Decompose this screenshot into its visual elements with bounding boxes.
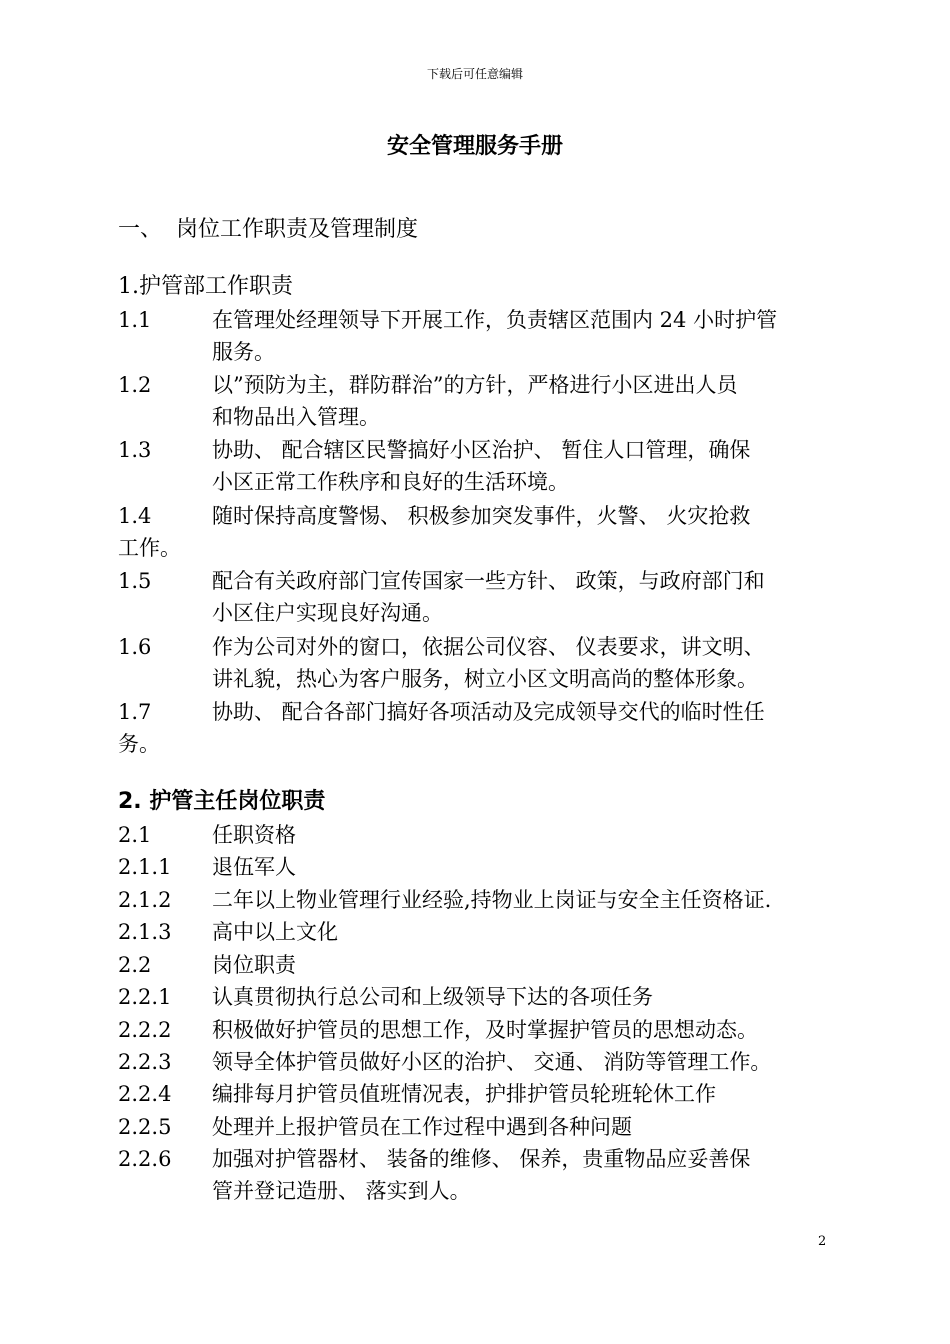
item-text: 在管理处经理领导下开展工作，负责辖区范围内 24 小时护管 [212, 308, 778, 332]
item-number: 2.1.2 [118, 888, 172, 912]
list-item [118, 819, 838, 851]
list-item [118, 565, 838, 629]
section-heading [118, 214, 418, 246]
item-text-continued: 和物品出入管理。 [212, 405, 380, 429]
item-number: 1.2 [118, 373, 152, 397]
item-text: 二年以上物业管理行业经验,持物业上岗证与安全主任资格证. [212, 888, 772, 912]
item-number: 2.1 [118, 823, 152, 847]
part2-heading: 2. 护管主任岗位职责 [118, 789, 326, 814]
item-text: 加强对护管器材、 装备的维修、 保养，贵重物品应妥善保 [212, 1147, 751, 1171]
page-number: 2 [818, 1234, 827, 1249]
list-item [118, 981, 838, 1013]
item-number: 1.1 [118, 308, 152, 332]
item-number: 2.2.1 [118, 985, 172, 1009]
page-header: 下载后可任意编辑 [426, 67, 523, 81]
item-number: 2.2.2 [118, 1018, 172, 1042]
item-number: 1.7 [118, 700, 152, 724]
item-text-continued: 服务。 [212, 340, 275, 364]
item-text-continued: 管并登记造册、 落实到人。 [212, 1179, 471, 1203]
section-title: 岗位工作职责及管理制度 [176, 217, 419, 242]
list-item [118, 1143, 838, 1207]
list-item [118, 851, 838, 883]
item-text: 领导全体护管员做好小区的治护、 交通、 消防等管理工作。 [212, 1050, 772, 1074]
item-text: 高中以上文化 [212, 920, 338, 944]
item-number: 1.5 [118, 569, 152, 593]
item-number: 2.2.4 [118, 1082, 172, 1106]
list-item [118, 1046, 838, 1078]
item-text-continued: 务。 [118, 732, 160, 756]
item-number: 2.2.3 [118, 1050, 172, 1074]
document-title: 安全管理服务手册 [386, 134, 563, 159]
item-number: 2.2.5 [118, 1115, 172, 1139]
item-text: 配合有关政府部门宣传国家一些方针、 政策，与政府部门和 [212, 569, 765, 593]
item-number: 2.1.1 [118, 855, 172, 879]
item-text: 岗位职责 [212, 953, 296, 977]
list-item [118, 916, 838, 948]
item-text: 认真贯彻执行总公司和上级领导下达的各项任务 [212, 985, 653, 1009]
item-text: 以”预防为主，群防群治”的方针，严格进行小区进出人员 [212, 373, 738, 397]
list-item [118, 631, 838, 695]
item-text: 随时保持高度警惕、 积极参加突发事件，火警、 火灾抢救 [212, 504, 751, 528]
item-number: 1.6 [118, 635, 152, 659]
item-text-continued: 小区正常工作秩序和良好的生活环境。 [212, 470, 569, 494]
item-number: 2.2.6 [118, 1147, 172, 1171]
item-number: 2.1.3 [118, 920, 172, 944]
list-item [118, 1078, 838, 1110]
item-text: 任职资格 [212, 823, 296, 847]
list-item [118, 1111, 838, 1143]
section-number: 一、 [118, 217, 163, 242]
list-item [118, 500, 838, 564]
item-text: 作为公司对外的窗口，依据公司仪容、 仪表要求，讲文明、 [212, 635, 765, 659]
list-item [118, 1014, 838, 1046]
item-text: 编排每月护管员值班情况表，护排护管员轮班轮休工作 [212, 1082, 716, 1106]
item-text-continued: 工作。 [118, 536, 181, 560]
item-text: 处理并上报护管员在工作过程中遇到各种问题 [212, 1115, 632, 1139]
item-text: 退伍军人 [212, 855, 296, 879]
list-item [118, 369, 838, 433]
list-item [118, 884, 838, 916]
item-text: 协助、 配合各部门搞好各项活动及完成领导交代的临时性任 [212, 700, 765, 724]
item-number: 1.3 [118, 438, 152, 462]
list-item [118, 949, 838, 981]
item-text-continued: 讲礼貌，热心为客户服务，树立小区文明高尚的整体形象。 [212, 667, 758, 691]
item-text-continued: 小区住户实现良好沟通。 [212, 601, 443, 625]
list-item [118, 304, 838, 368]
item-text: 协助、 配合辖区民警搞好小区治护、 暂住人口管理，确保 [212, 438, 751, 462]
item-text: 积极做好护管员的思想工作，及时掌握护管员的思想动态。 [212, 1018, 758, 1042]
item-number: 2.2 [118, 953, 152, 977]
list-item [118, 696, 838, 760]
part1-heading: 1.护管部工作职责 [118, 274, 293, 299]
item-number: 1.4 [118, 504, 152, 528]
list-item [118, 434, 838, 498]
